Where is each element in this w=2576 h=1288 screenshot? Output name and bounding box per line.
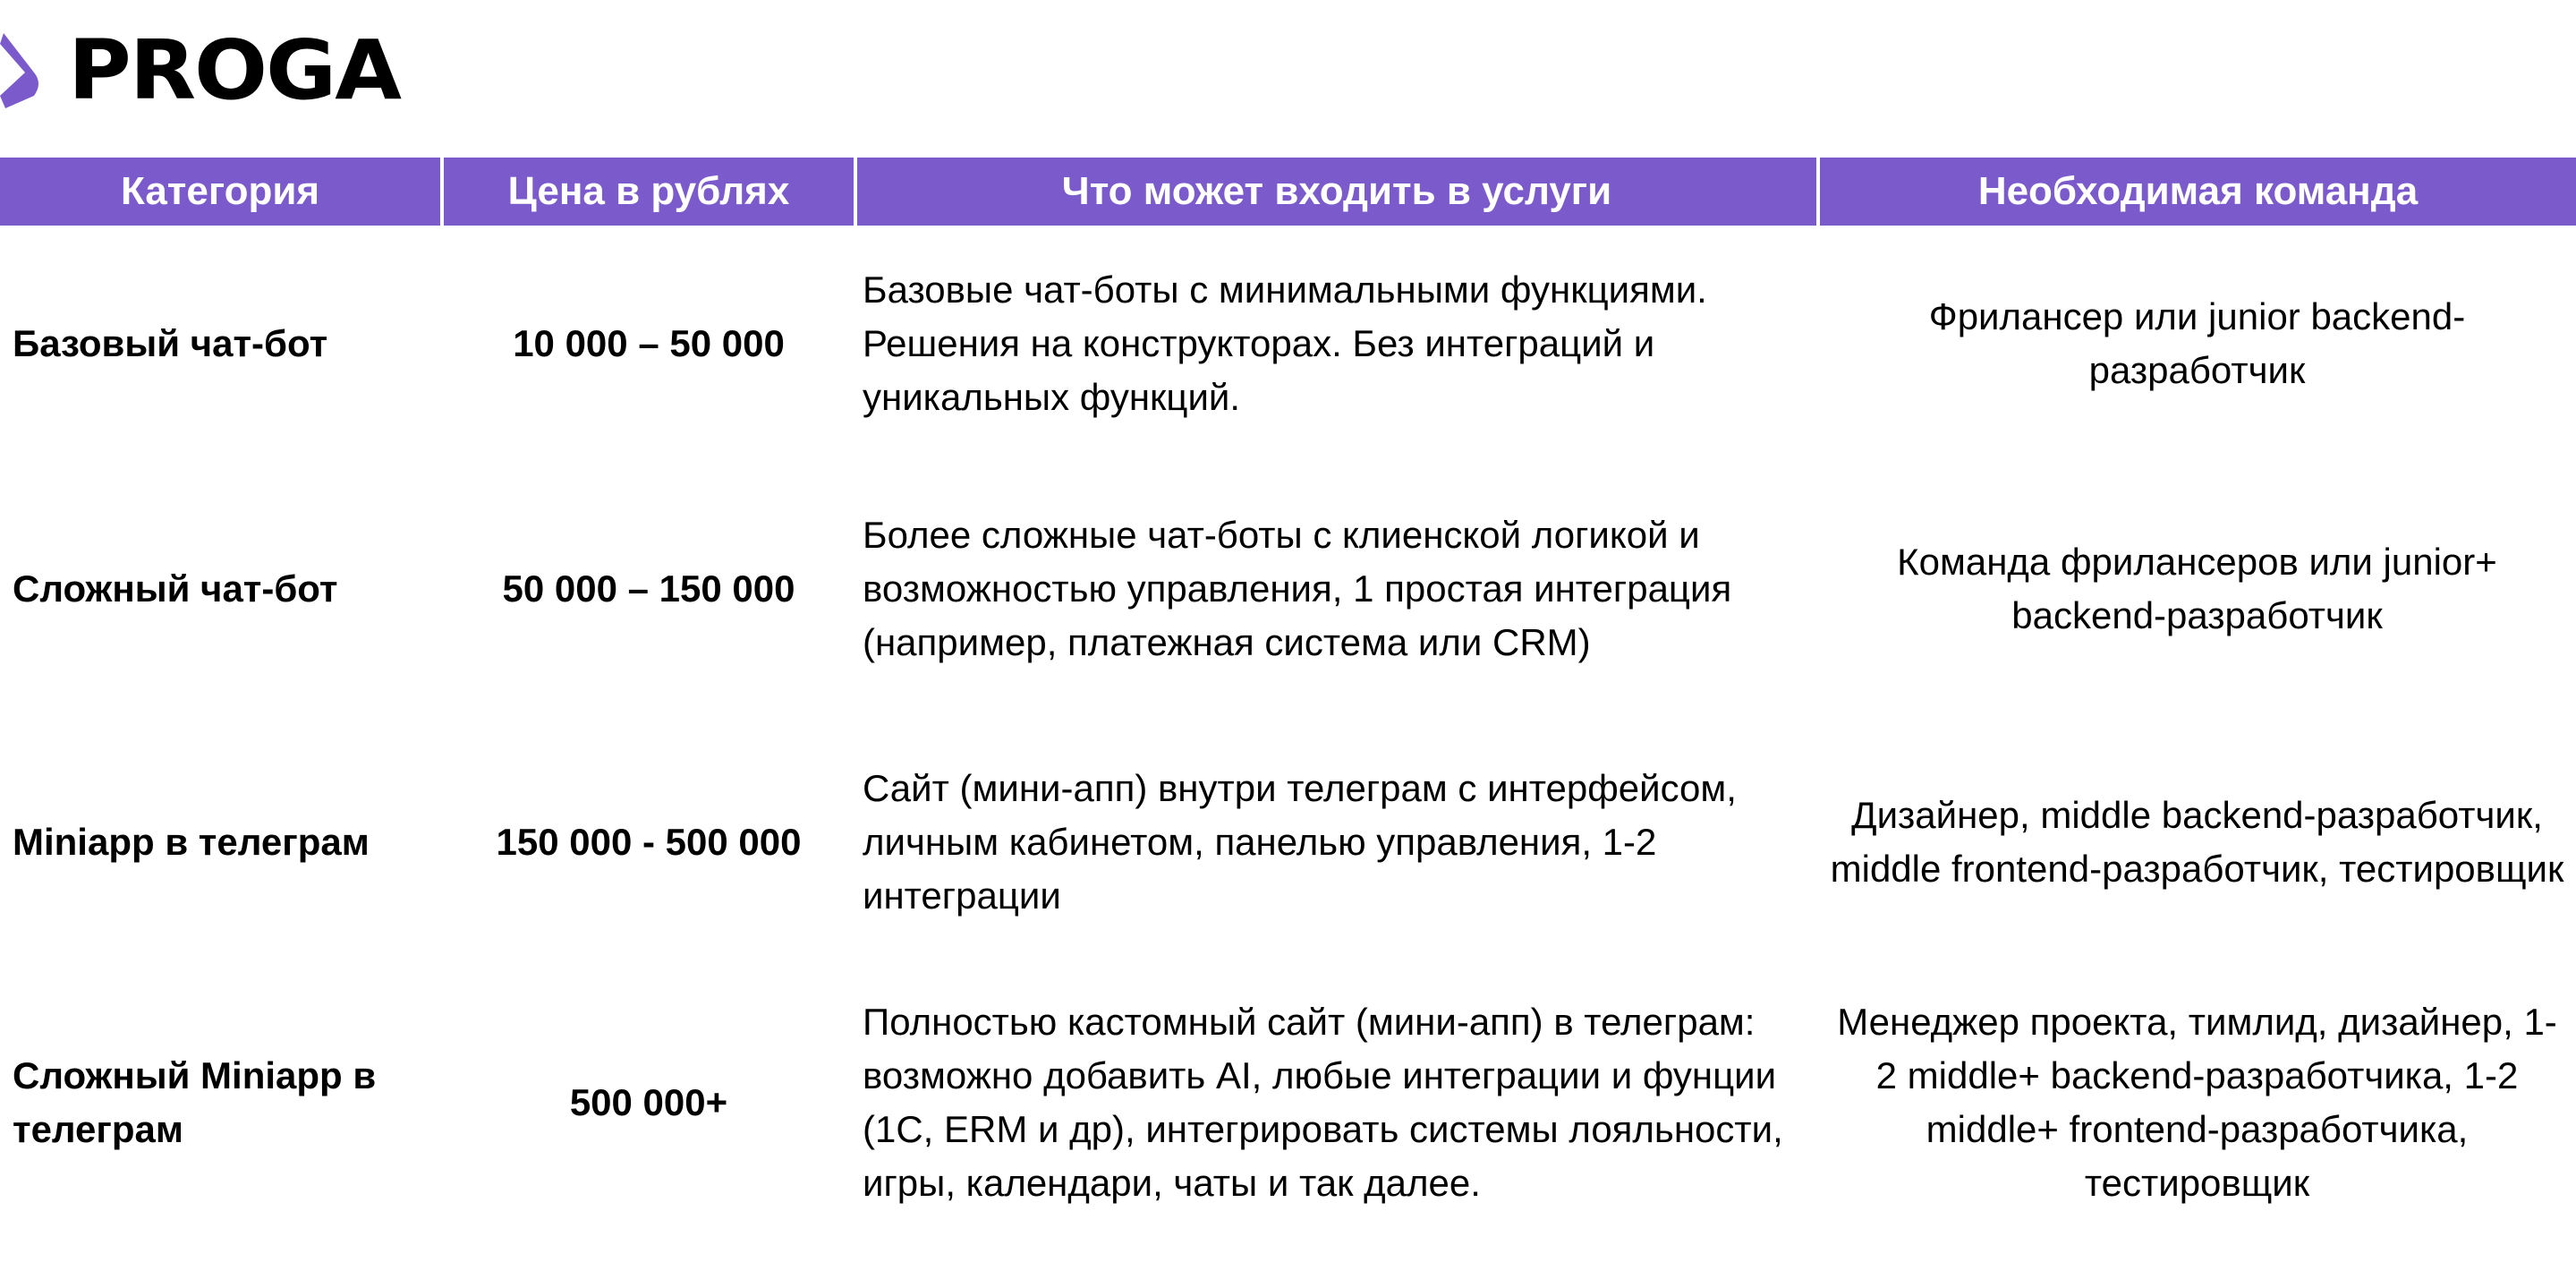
category-cell: Miniapp в телеграм [13,820,370,863]
header-category: Категория [0,158,442,226]
table-row [0,715,2576,968]
table-row [0,462,2576,715]
header-team: Необходимая команда [1818,158,2576,226]
category-cell: Базовый чат-бот [13,322,328,364]
table-row [0,226,2576,462]
price-cell: 50 000 – 150 000 [502,567,795,610]
team-cell: Фрилансер или junior backend-разработчик [1928,295,2466,391]
price-cell: 500 000+ [569,1081,728,1123]
pricing-table [0,158,2576,1237]
chevron-logo-icon [0,33,54,108]
logo-text: PROGA [68,22,400,118]
services-cell: Полностью кастомный сайт (мини-апп) в телеграм: возможно добавить AI, любые интеграции и фунции (1С, ERM и др), интегрировать системы лояльности, игры, календари, чаты и так далее. [863,1001,1783,1204]
team-cell: Команда фрилансеров или junior+ backend-разработчик [1897,540,2497,636]
services-cell: Базовые чат-боты с минимальными функциями. Решения на конструкторах. Без интеграций и уникальных функций. [863,269,1707,418]
services-cell: Сайт (мини-апп) внутри телеграм с интерфейсом, личным кабинетом, панелью управления, 1-2 интеграции [863,766,1737,917]
table-header-row [0,158,2576,226]
price-cell: 10 000 – 50 000 [513,322,785,364]
team-cell: Дизайнер, middle backend-разработчик, middle frontend-разработчик, тестировщик [1830,793,2564,890]
category-cell: Сложный чат-бот [13,567,338,610]
category-cell: Сложный Miniapp в телеграм [13,1054,377,1150]
table-row [0,968,2576,1237]
price-cell: 150 000 - 500 000 [496,820,802,863]
proga-logo [0,22,400,118]
services-cell: Более сложные чат-боты с клиенской логикой и возможностью управления, 1 простая интеграция (например, платежная система или CRM) [863,513,1732,663]
header-price: Цена в рублях [442,158,855,226]
header-services: Что может входить в услуги [855,158,1818,226]
team-cell: Менеджер проекта, тимлид, дизайнер, 1-2 middle+ backend-разработчика, 1-2 middle+ frontend-разработчика, тестировщик [1837,1001,2557,1204]
